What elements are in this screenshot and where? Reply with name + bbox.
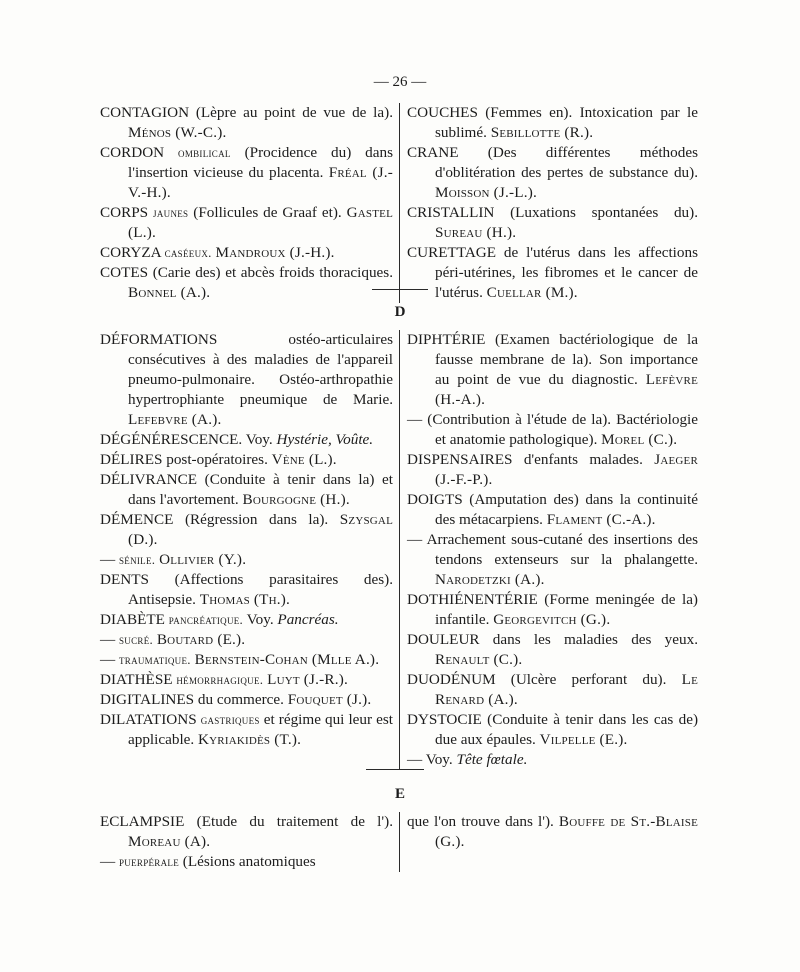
section-e (100, 812, 698, 872)
index-entry (407, 710, 698, 750)
index-entry (100, 243, 393, 263)
entry-heading: — (407, 411, 423, 428)
entry-cross-reference: Tête fœtale. (456, 751, 528, 768)
entry-author: Morel (C.). (601, 431, 678, 448)
index-entry (100, 650, 393, 670)
entry-heading: CURETTAGE (407, 244, 497, 261)
index-entry (407, 750, 698, 770)
right-column (399, 330, 698, 770)
entry-author: Georgevitch (G.). (493, 611, 611, 628)
index-entry (407, 143, 698, 203)
entry-text: (Lésions anatomiques (179, 853, 316, 870)
entry-subheading: hémorrhagique. (176, 672, 264, 687)
entry-heading: DOIGTS (407, 491, 463, 508)
entry-text: du commerce. (194, 691, 288, 708)
entry-author: Narodetzki (A.). (435, 571, 545, 588)
entry-text: (Conduite à tenir dans les cas de) due aux épaules. (435, 711, 698, 748)
entry-author: Fréal (J.-V.-H.). (128, 164, 393, 201)
entry-text: ostéo-articulaires consécutives à des maladies de l'appareil pneumo-pulmonaire. Ostéo-arthropathie hypertrophiante pneumique de Marie. (128, 331, 393, 408)
index-entry (100, 450, 393, 470)
entry-author: Renault (C.). (435, 651, 523, 668)
entry-subheading: sucré. (118, 632, 154, 647)
entry-text: de l'utérus dans les affections péri-utérines, les fibromes et le cancer de l'utérus. (435, 244, 698, 301)
entry-text: (Amputation des) dans la continuité des métacarpiens. (435, 491, 698, 528)
index-entry (407, 490, 698, 530)
entry-text: (Lèpre au point de vue de la). (189, 104, 393, 121)
index-entry (407, 590, 698, 630)
left-column (100, 330, 399, 770)
index-entry (100, 550, 393, 570)
entry-author: Mandroux (J.-H.). (215, 244, 335, 261)
entry-text: (Procidence du) dans l'insertion vicieuse du placenta. (128, 144, 393, 181)
entry-text: (Femmes en). Intoxication par le sublimé. (435, 104, 698, 141)
index-entry (407, 203, 698, 243)
entry-text: (Examen bactériologique de la fausse membrane de la). Son importance au point de vue du diagnostic. (435, 331, 698, 388)
right-column (399, 812, 698, 872)
entry-text: (Forme meningée de la) infantile. (435, 591, 698, 628)
entry-text: dans les maladies des yeux. (479, 631, 698, 648)
entry-heading: DIPHTÉRIE (407, 331, 486, 348)
entry-heading: DIABÈTE (100, 611, 169, 628)
entry-text: (Etude du traitement de l'). (184, 813, 393, 830)
entry-heading: — (407, 751, 423, 768)
index-entry (100, 470, 393, 510)
index-entry (100, 630, 393, 650)
entry-author: Gastel (L.). (128, 204, 393, 241)
index-entry (407, 243, 698, 303)
entry-text: Voy. (243, 611, 278, 628)
entry-heading: DOTHIÉNENTÉRIE (407, 591, 538, 608)
index-entry (407, 530, 698, 590)
section-c (100, 103, 698, 303)
index-entry (407, 450, 698, 490)
entry-heading: CORDON (100, 144, 179, 161)
entry-author: Flament (C.-A.). (546, 511, 656, 528)
index-entry (100, 690, 393, 710)
index-entry (100, 812, 393, 852)
section-divider (366, 769, 424, 770)
entry-text: . Voy. (238, 431, 277, 448)
entry-heading: DIATHÈSE (100, 671, 177, 688)
entry-cross-reference: Hystérie, Voûte. (276, 431, 374, 448)
entry-author: Sebillotte (R.). (490, 124, 594, 141)
entry-heading: DÉMENCE (100, 511, 174, 528)
index-entry (407, 630, 698, 670)
entry-subheading: jaunes (153, 205, 189, 220)
entry-author: Sureau (H.). (435, 224, 517, 241)
index-entry (100, 570, 393, 610)
entry-text: et régime qui leur est applicable. (128, 711, 393, 748)
entry-author: Ollivier (Y.). (159, 551, 247, 568)
entry-text: Arrachement sous-cutané des insertions des tendons extenseurs sur la phalangette. (422, 531, 698, 568)
entry-author: Moisson (J.-L.). (435, 184, 537, 201)
entry-heading: CONTAGION (100, 104, 190, 121)
entry-heading: — (100, 551, 119, 568)
entry-subheading: sénile. (118, 552, 156, 567)
entry-text: (Régression dans la). (173, 511, 340, 528)
entry-heading: DÉLIVRANCE (100, 471, 198, 488)
entry-author: Bouffe de St.-Blaise (G.). (435, 813, 698, 850)
entry-author: Boutard (E.). (156, 631, 246, 648)
entry-heading: CORYZA (100, 244, 165, 261)
index-entry (100, 510, 393, 550)
entry-subheading: traumatique. (118, 652, 191, 667)
entry-author: Szysgal (D.). (128, 511, 393, 548)
entry-author: Bernstein-Cohan (Mlle A.). (194, 651, 380, 668)
page-number: — 26 — (373, 74, 427, 90)
entry-author: Bourgogne (H.). (242, 491, 350, 508)
entry-author: Vilpelle (E.). (539, 731, 628, 748)
entry-heading: ECLAMPSIE (100, 813, 185, 830)
entry-heading: COUCHES (407, 104, 478, 121)
entry-text: (Des différentes méthodes d'oblitération des pertes de substance du). (435, 144, 698, 181)
entry-author: Thomas (Th.). (199, 591, 291, 608)
index-entry (100, 103, 393, 143)
index-entry (100, 610, 393, 630)
entry-author: Kyriakidès (T.). (198, 731, 302, 748)
index-entry (100, 203, 393, 243)
entry-text: (Luxations spontanées du). (494, 204, 698, 221)
entry-author: Le Renard (A.). (435, 671, 698, 708)
entry-author: Luyt (J.-R.). (267, 671, 348, 688)
entry-heading: DIGITALINES (100, 691, 195, 708)
entry-heading: — (100, 631, 119, 648)
entry-heading: DÉFORMATIONS (100, 331, 218, 348)
entry-text: (Affections parasitaires des). Antisepsie. (128, 571, 393, 608)
entry-text: d'enfants malades. (512, 451, 655, 468)
entry-heading: CORPS (100, 204, 154, 221)
entry-text: que l'on trouve dans l'). (407, 813, 559, 830)
section-divider (372, 289, 428, 290)
entry-heading: DÉGÉNÉRESCENCE (100, 431, 239, 448)
entry-author: Lefèvre (H.-A.). (435, 371, 698, 408)
entry-heading: DYSTOCIE (407, 711, 482, 728)
entry-heading: CRANE (407, 144, 459, 161)
entry-text: Voy. (422, 751, 457, 768)
entry-text: (Contribution à l'étude de la). Bactériologie et anatomie pathologique). (422, 411, 698, 448)
entry-subheading: caséeux. (164, 245, 212, 260)
entry-author: Cuellar (M.). (486, 284, 578, 301)
index-entry (100, 143, 393, 203)
entry-heading: DISPENSAIRES (407, 451, 513, 468)
entry-text: (Conduite à tenir dans la) et dans l'avortement. (128, 471, 393, 508)
entry-subheading: ombilical (178, 145, 231, 160)
entry-heading: DENTS (100, 571, 149, 588)
index-entry (100, 330, 393, 430)
entry-text: (Carie des) et abcès froids thoraciques. (148, 264, 393, 281)
entry-author: Lefebvre (A.). (128, 411, 222, 428)
entry-heading: — (100, 651, 119, 668)
index-entry (407, 670, 698, 710)
entry-subheading: puerpérale (118, 854, 179, 869)
entry-cross-reference: Pancréas. (277, 611, 339, 628)
entry-heading: COTES (100, 264, 149, 281)
section-letter-e: E (394, 786, 405, 802)
entry-heading: — (407, 531, 423, 548)
index-entry (100, 710, 393, 750)
index-entry (407, 410, 698, 450)
entry-heading: DOULEUR (407, 631, 480, 648)
entry-author: Fouquet (J.). (287, 691, 372, 708)
left-column (100, 812, 399, 872)
entry-heading: DUODÉNUM (407, 671, 496, 688)
entry-author: Jaeger (J.-F.-P.). (435, 451, 698, 488)
entry-text: (Ulcère perforant du). (495, 671, 682, 688)
entry-subheading: gastriques (200, 712, 260, 727)
entry-author: Vène (L.). (271, 451, 337, 468)
section-d (100, 330, 698, 770)
entry-subheading: pancréatique. (168, 612, 244, 627)
entry-text: (Follicules de Graaf et). (188, 204, 347, 221)
section-letter-d: D (394, 304, 406, 320)
index-entry (100, 852, 393, 872)
entry-author: Moreau (A). (128, 833, 211, 850)
entry-heading: DÉLIRES (100, 451, 163, 468)
entry-author: Bonnel (A.). (128, 284, 211, 301)
left-column (100, 103, 399, 303)
index-entry (100, 430, 393, 450)
entry-heading: DILATATIONS (100, 711, 201, 728)
index-entry (407, 330, 698, 410)
entry-text: post-opératoires. (162, 451, 272, 468)
entry-author: Ménos (W.-C.). (128, 124, 227, 141)
entry-heading: — (100, 853, 119, 870)
index-entry (100, 670, 393, 690)
entry-heading: CRISTALLIN (407, 204, 495, 221)
index-entry (407, 103, 698, 143)
right-column (399, 103, 698, 303)
index-entry (100, 263, 393, 303)
index-entry (407, 812, 698, 852)
